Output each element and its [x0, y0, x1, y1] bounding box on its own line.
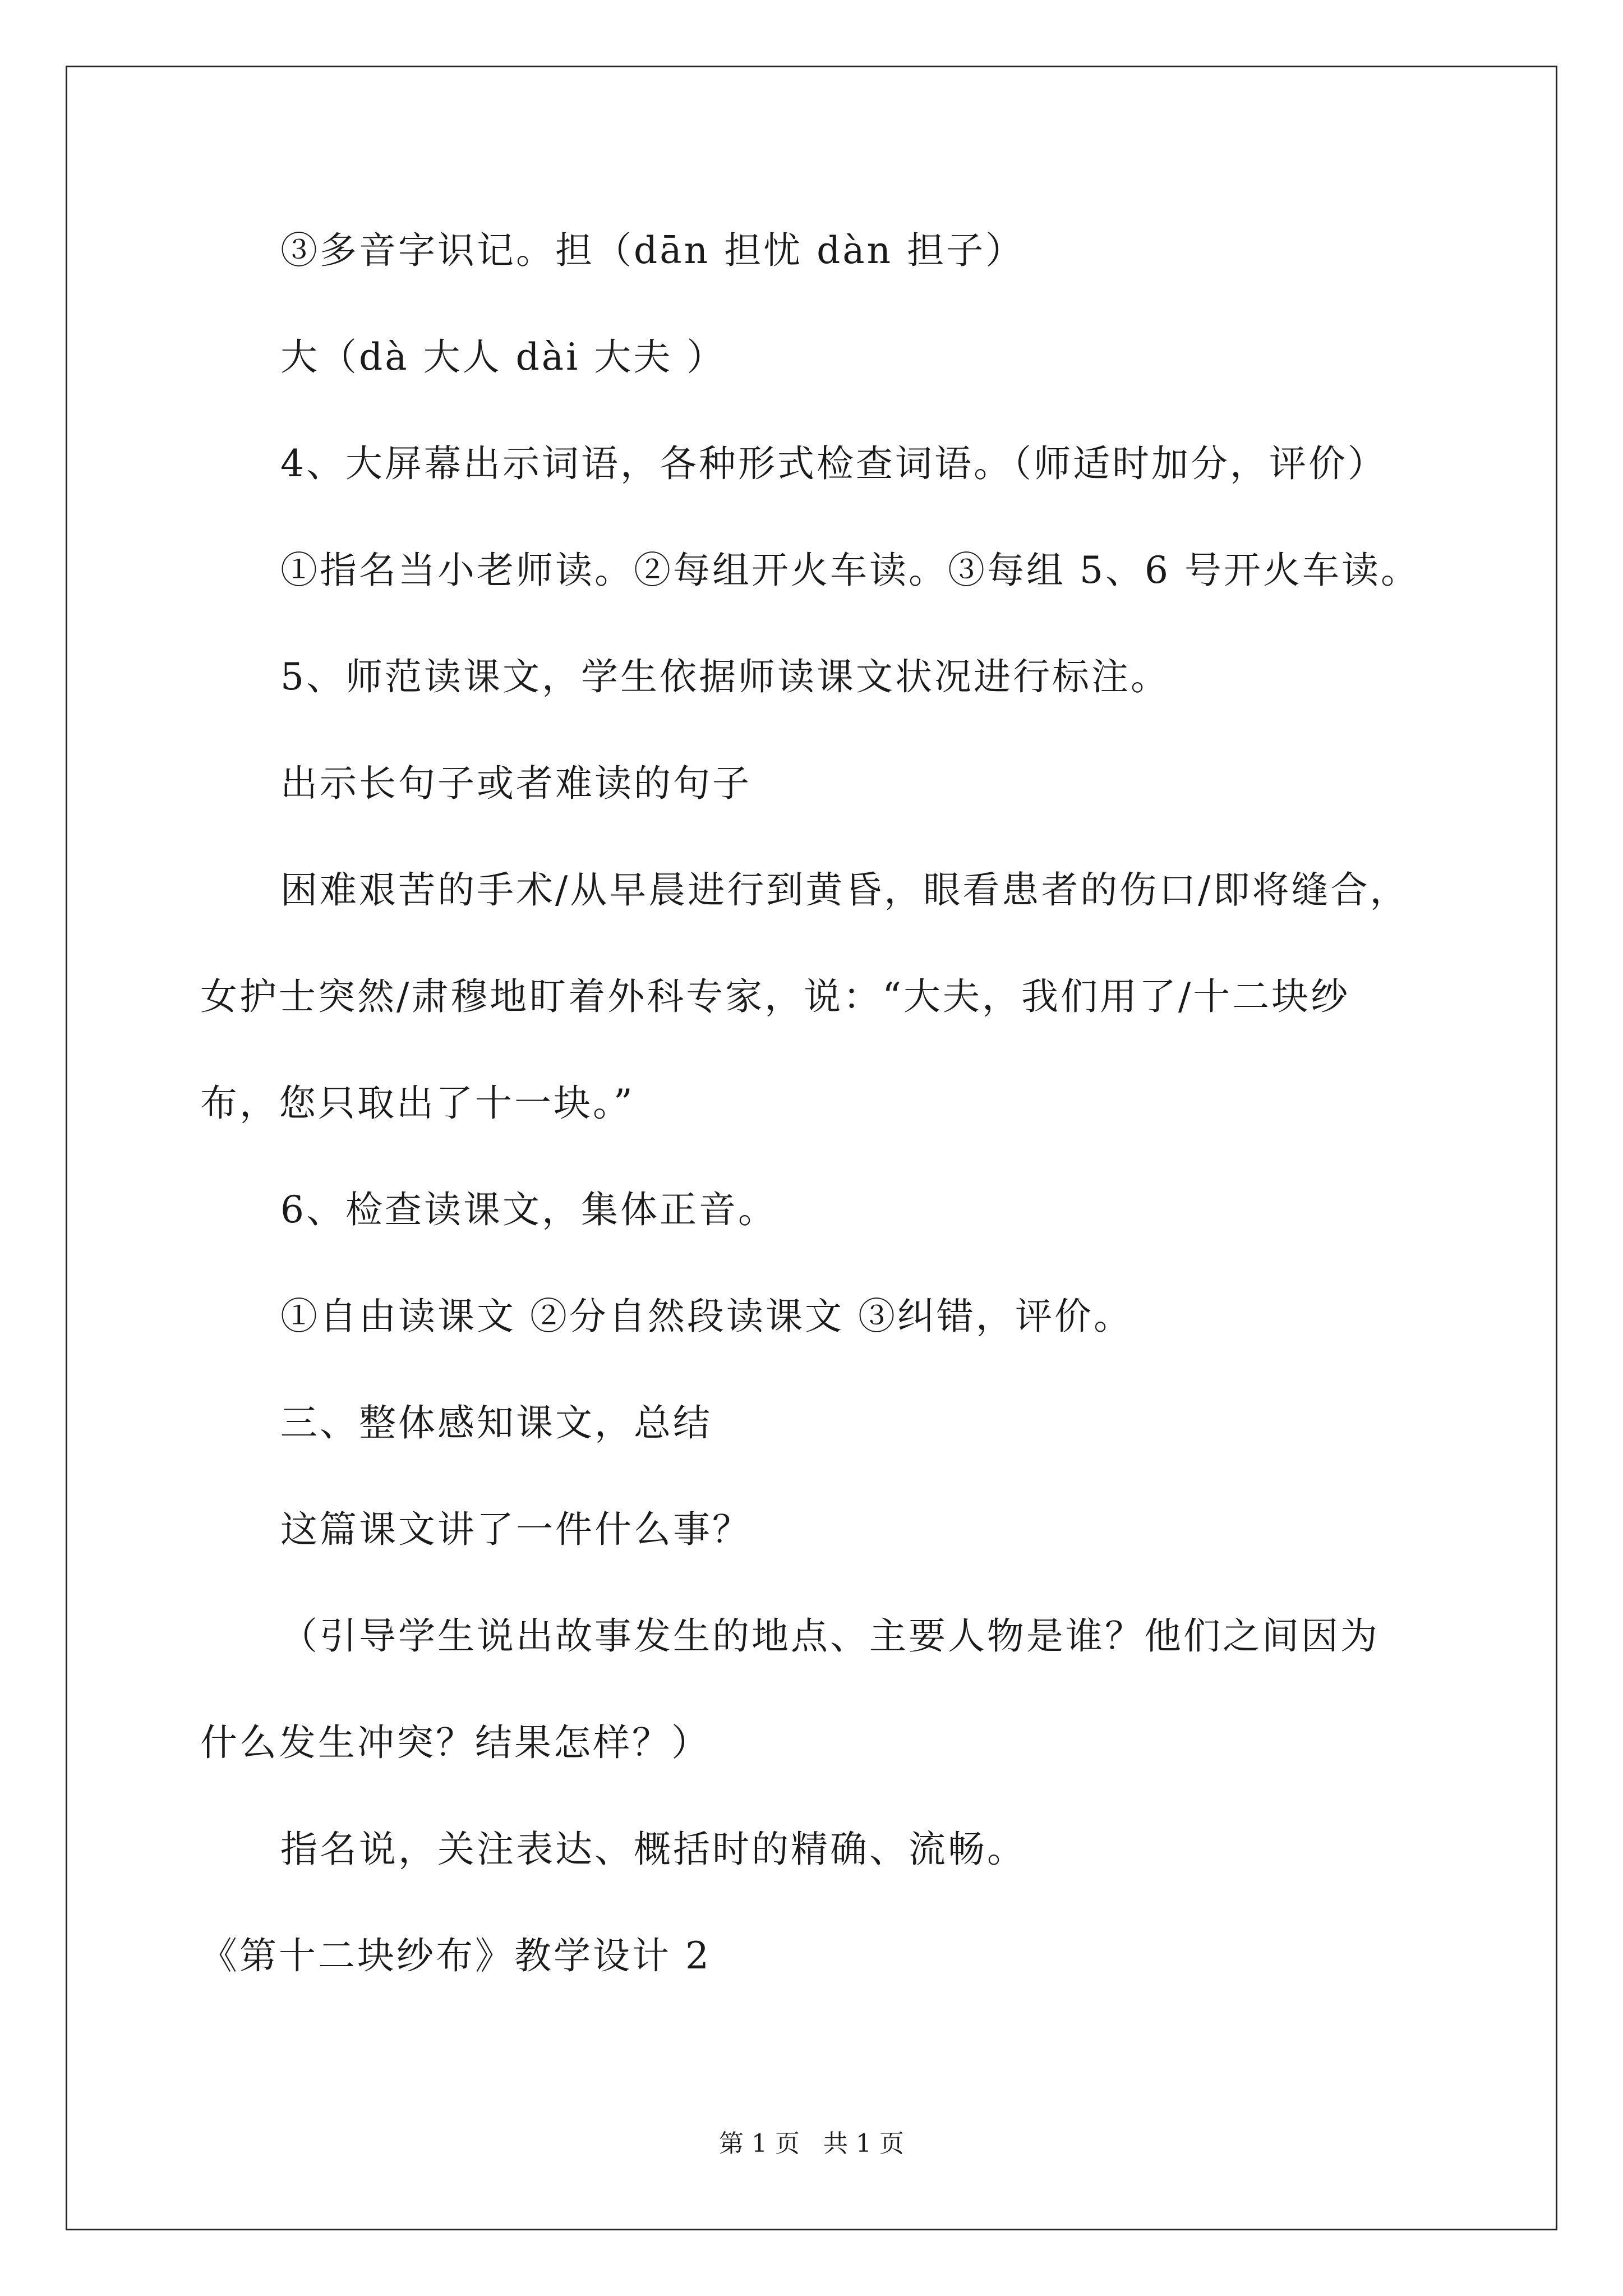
text-line: 三、整体感知课文，总结 [280, 1401, 712, 1444]
text-line: 这篇课文讲了一件什么事？ [280, 1508, 751, 1551]
page-border [66, 66, 1557, 2230]
page-footer [0, 2127, 1623, 2161]
text-line: 布，您只取出了十一块。” [200, 1082, 635, 1125]
page-total: 共 1 页 [823, 2129, 904, 2158]
text-line: 5、师范读课文，学生依据师读课文状况进行标注。 [280, 655, 1170, 698]
text-line: 女护士突然/肃穆地盯着外科专家，说：“大夫，我们用了/十二块纱 [200, 975, 1350, 1018]
page-number: 第 1 页 [719, 2129, 800, 2158]
text-line: ①自由读课文 ②分自然段读课文 ③纠错，评价。 [280, 1295, 1133, 1338]
text-line: 指名说，关注表达、概括时的精确、流畅。 [280, 1828, 1026, 1871]
text-line: ③多音字识记。担（dān 担忧 dàn 担子） [280, 229, 1025, 272]
text-line: 什么发生冲突？结果怎样？） [200, 1721, 711, 1764]
text-line: （引导学生说出故事发生的地点、主要人物是谁？他们之间因为 [280, 1614, 1380, 1658]
text-line: 困难艰苦的手术/从早晨进行到黄昏，眼看患者的伤口/即将缝合， [280, 868, 1409, 912]
text-line: ①指名当小老师读。②每组开火车读。③每组 5、6 号开火车读。 [280, 549, 1420, 592]
section-title: 《第十二块纱布》教学设计 2 [200, 1934, 711, 1977]
text-line: 大（dà 大人 dài 大夫 ） [280, 335, 726, 379]
text-line: 6、检查读课文，集体正音。 [280, 1188, 777, 1231]
text-line: 4、大屏幕出示词语，各种形式检查词语。（师适时加分，评价） [280, 442, 1387, 485]
text-line: 出示长句子或者难读的句子 [280, 762, 751, 805]
